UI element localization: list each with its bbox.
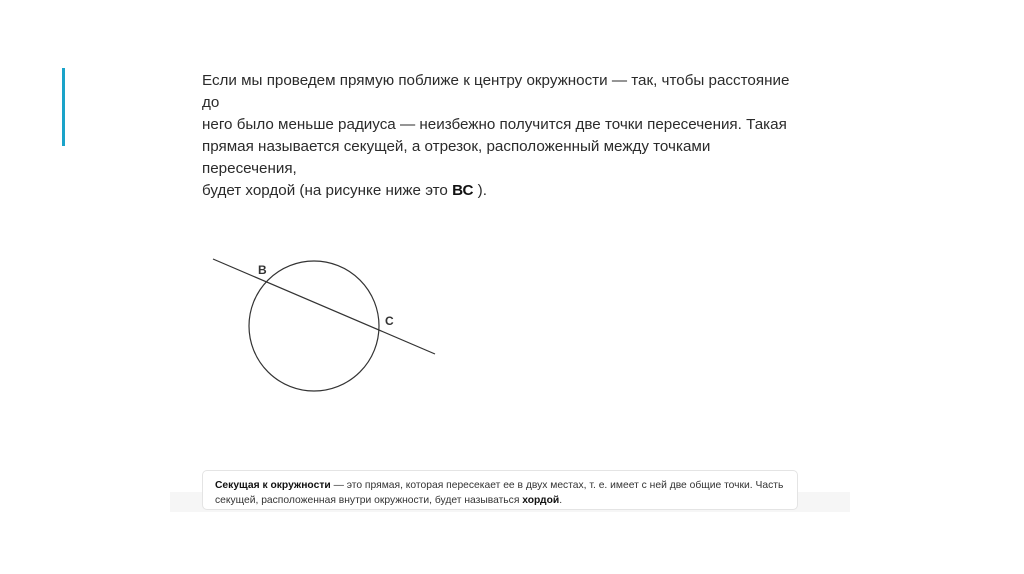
definition-term: Секущая к окружности [215,480,331,491]
chord-label: ВС [452,182,474,199]
paragraph-line-1: Если мы проведем прямую поближе к центру окружности — так, чтобы расстояние до [202,72,790,111]
definition-box [202,470,798,510]
main-paragraph [202,70,802,202]
point-c-label: C [385,314,394,328]
accent-bar [62,68,65,146]
paragraph-line-3: прямая называется секущей, а отрезок, расположенный между точками пересечения, [202,138,711,177]
secant-diagram [200,240,460,410]
definition-text-2: . [559,495,563,506]
circle [249,261,379,391]
definition-text-1: — это прямая, которая пересекает ее в двух местах, т. е. имеет с ней две общие точки. Часть секущей, расположенная внутри окружности, будет называться [215,480,784,506]
secant-line [213,259,435,354]
point-b-label: B [258,263,267,277]
secant-figure [200,240,460,410]
paragraph-line-2: него было меньше радиуса — неизбежно получится две точки пересечения. Такая [202,116,787,133]
paragraph-line-4-start: будет хордой (на рисунке ниже это [202,182,453,199]
definition-term-chord: хордой [522,495,560,506]
paragraph-line-4-end: ). [473,182,487,199]
